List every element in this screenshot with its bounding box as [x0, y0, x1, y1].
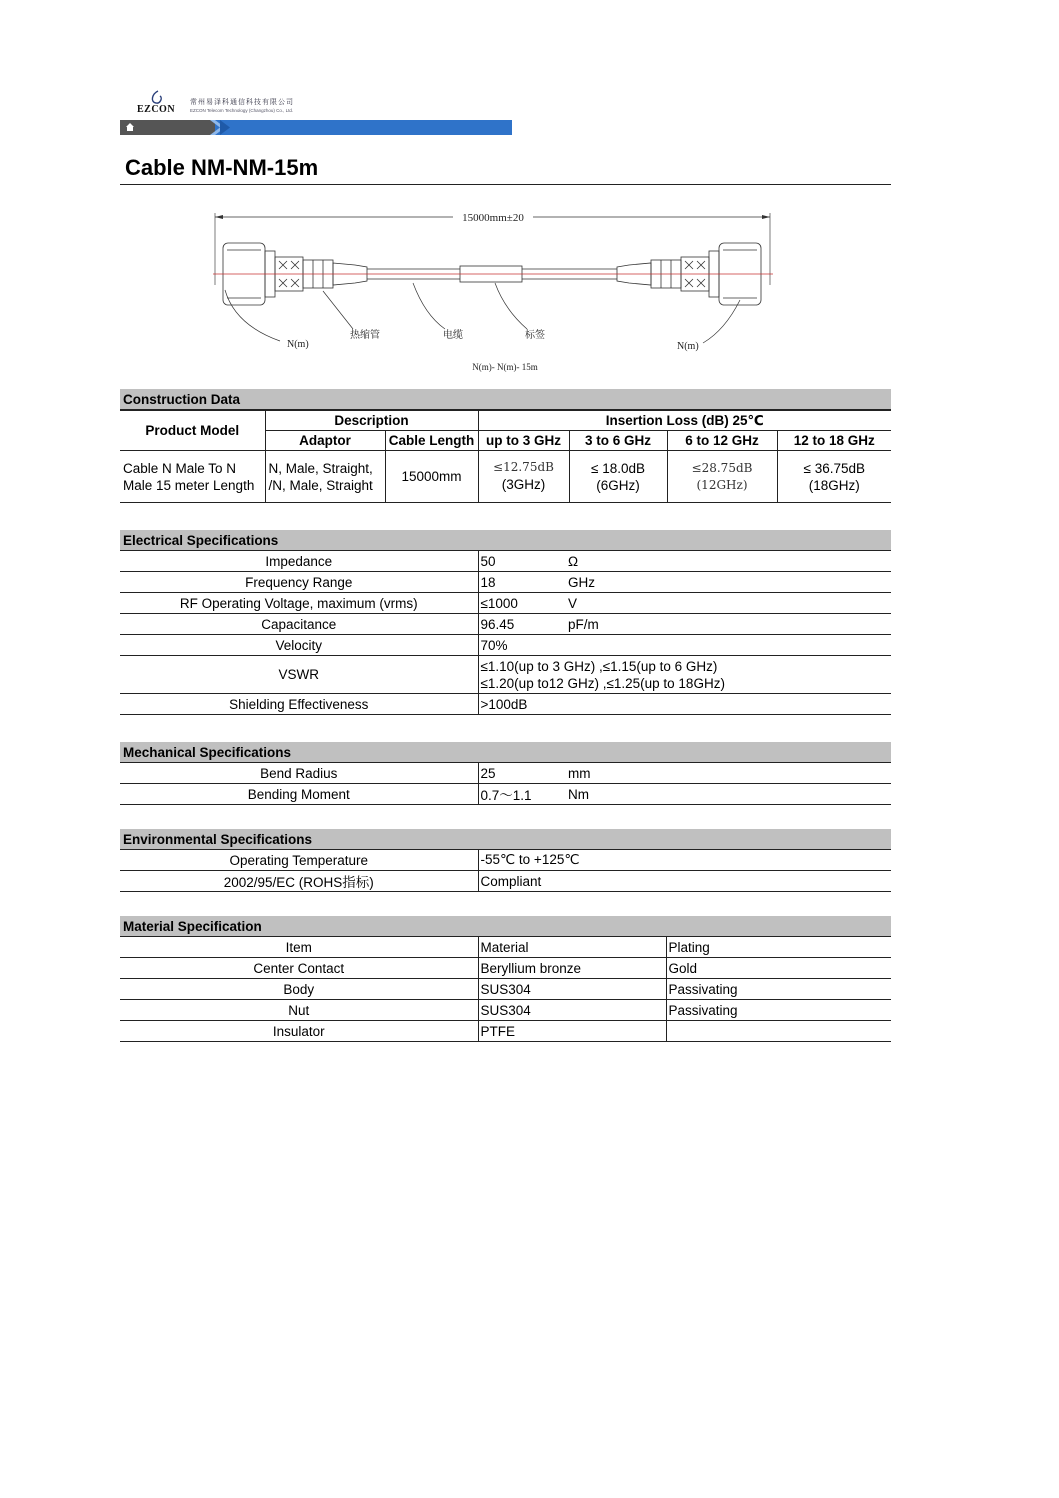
environmental-table — [120, 850, 891, 892]
band-header: 12 to 18 GHz — [777, 431, 891, 451]
cable-label: 电缆 — [443, 330, 463, 341]
material-section — [120, 916, 891, 1042]
adaptor-header: Adaptor — [265, 431, 385, 451]
table-row — [120, 635, 891, 656]
item-cell: Nut — [120, 1000, 478, 1021]
table-row — [120, 551, 891, 572]
table-row — [120, 958, 891, 979]
drawing-caption: N(m)- N(m)- 15m — [472, 362, 538, 372]
spec-label: Operating Temperature — [120, 850, 478, 871]
loss-cell — [777, 451, 891, 503]
table-row — [120, 979, 891, 1000]
spec-label: 2002/95/EC (ROHS指标) — [120, 871, 478, 892]
cable-length-header: Cable Length — [385, 431, 478, 451]
table-header-row — [120, 937, 891, 958]
adaptor-cell — [265, 451, 385, 503]
product-model-cell — [120, 451, 265, 503]
vswr-line: ≤1.20(up to12 GHz) ,≤1.25(up to 18GHz) — [480, 675, 725, 691]
spec-value: 25 — [478, 763, 568, 784]
table-row — [120, 871, 891, 892]
table-row — [120, 593, 891, 614]
table-row — [120, 572, 891, 593]
spec-label: Capacitance — [120, 614, 478, 635]
loss-value: ≤ 36.75dB — [803, 460, 865, 476]
spec-value: Compliant — [478, 871, 891, 892]
column-header: Item — [120, 937, 478, 958]
item-cell: Insulator — [120, 1021, 478, 1042]
title-divider — [120, 184, 891, 185]
spec-unit: Ω — [568, 551, 891, 572]
column-header: Plating — [666, 937, 891, 958]
item-cell: Center Contact — [120, 958, 478, 979]
spec-unit: mm — [568, 763, 891, 784]
plating-cell — [666, 1021, 891, 1042]
material-cell: Beryllium bronze — [478, 958, 666, 979]
loss-freq: (18GHz) — [808, 477, 860, 493]
table-row — [120, 656, 891, 694]
band-header: up to 3 GHz — [478, 431, 569, 451]
table-row — [120, 1000, 891, 1021]
header-nav-bar — [120, 120, 512, 135]
plating-cell: Passivating — [666, 979, 891, 1000]
heat-shrink-label: 热缩管 — [350, 330, 380, 341]
material-cell: SUS304 — [478, 1000, 666, 1021]
table-row — [120, 614, 891, 635]
item-cell: Body — [120, 979, 478, 1000]
page-title: Cable NM-NM-15m — [125, 155, 319, 180]
product-model-header: Product Model — [120, 411, 265, 451]
company-name-cn: 常州易泽科通信科技有限公司 — [190, 98, 294, 106]
spec-value: ≤1000 — [478, 593, 568, 614]
spec-value: 70% — [478, 635, 568, 656]
material-title: Material Specification — [120, 916, 891, 937]
spec-label: Bend Radius — [120, 763, 478, 784]
construction-title: Construction Data — [120, 389, 891, 410]
table-row — [120, 850, 891, 871]
model-line: Male 15 meter Length — [123, 477, 255, 493]
description-header: Description — [265, 411, 478, 431]
insertion-loss-header: Insertion Loss (dB) 25℃ — [478, 411, 891, 431]
spec-value: 18 — [478, 572, 568, 593]
mechanical-table — [120, 763, 891, 805]
loss-value: ≤28.75dB — [691, 460, 753, 475]
electrical-title: Electrical Specifications — [120, 530, 891, 551]
brand-name: EZCON — [137, 104, 176, 115]
spec-label: Impedance — [120, 551, 478, 572]
column-header: Material — [478, 937, 666, 958]
table-row — [120, 694, 891, 715]
loss-cell — [667, 451, 777, 503]
loss-cell — [569, 451, 667, 503]
mechanical-section — [120, 742, 891, 805]
electrical-table — [120, 551, 891, 715]
table-row — [120, 763, 891, 784]
spec-label: VSWR — [120, 656, 478, 694]
spec-label: Frequency Range — [120, 572, 478, 593]
loss-value: ≤ 18.0dB — [591, 460, 645, 476]
loss-freq: (6GHz) — [596, 477, 640, 493]
spec-unit: GHz — [568, 572, 891, 593]
cable-length-cell: 15000mm — [385, 451, 478, 503]
table-row — [120, 1021, 891, 1042]
loss-freq: (3GHz) — [501, 477, 546, 492]
adaptor-line: /N, Male, Straight — [268, 477, 373, 493]
table-row — [120, 784, 891, 805]
left-connector-label: N(m) — [287, 339, 309, 350]
spec-value: >100dB — [478, 694, 891, 715]
plating-cell: Passivating — [666, 1000, 891, 1021]
cable-drawing — [205, 205, 785, 375]
spec-unit: V — [568, 593, 891, 614]
environmental-section — [120, 829, 891, 892]
material-cell: SUS304 — [478, 979, 666, 1000]
construction-table — [120, 410, 891, 503]
spec-value: 50 — [478, 551, 568, 572]
spec-unit — [568, 635, 891, 656]
adaptor-line: N, Male, Straight, — [268, 460, 373, 476]
spec-label: Bending Moment — [120, 784, 478, 805]
band-header: 3 to 6 GHz — [569, 431, 667, 451]
spec-value: 0.7～1.1 — [478, 784, 568, 805]
mechanical-title: Mechanical Specifications — [120, 742, 891, 763]
spec-value: 96.45 — [478, 614, 568, 635]
spec-value: -55℃ to +125℃ — [478, 850, 891, 871]
spec-label: Shielding Effectiveness — [120, 694, 478, 715]
tag-label: 标签 — [525, 330, 545, 341]
vswr-line: ≤1.10(up to 3 GHz) ,≤1.15(up to 6 GHz) — [480, 658, 718, 674]
loss-freq: (12GHz) — [696, 477, 748, 492]
spec-unit: Nm — [568, 784, 891, 805]
vswr-value — [478, 656, 891, 694]
company-name-en: EZCON Telecom Technology (Changzhou) Co., Ltd. — [190, 108, 294, 113]
band-header: 6 to 12 GHz — [667, 431, 777, 451]
material-table — [120, 937, 891, 1042]
model-line: Cable N Male To N — [123, 460, 237, 476]
electrical-section — [120, 530, 891, 715]
material-cell: PTFE — [478, 1021, 666, 1042]
environmental-title: Environmental Specifications — [120, 829, 891, 850]
spec-label: Velocity — [120, 635, 478, 656]
length-label: 15000mm±20 — [462, 212, 524, 224]
construction-section — [120, 389, 891, 503]
loss-value: ≤12.75dB — [493, 460, 554, 474]
loss-cell — [478, 451, 569, 503]
right-connector-label: N(m) — [677, 341, 699, 352]
spec-unit: pF/m — [568, 614, 891, 635]
spec-label: RF Operating Voltage, maximum (vrms) — [120, 593, 478, 614]
plating-cell: Gold — [666, 958, 891, 979]
